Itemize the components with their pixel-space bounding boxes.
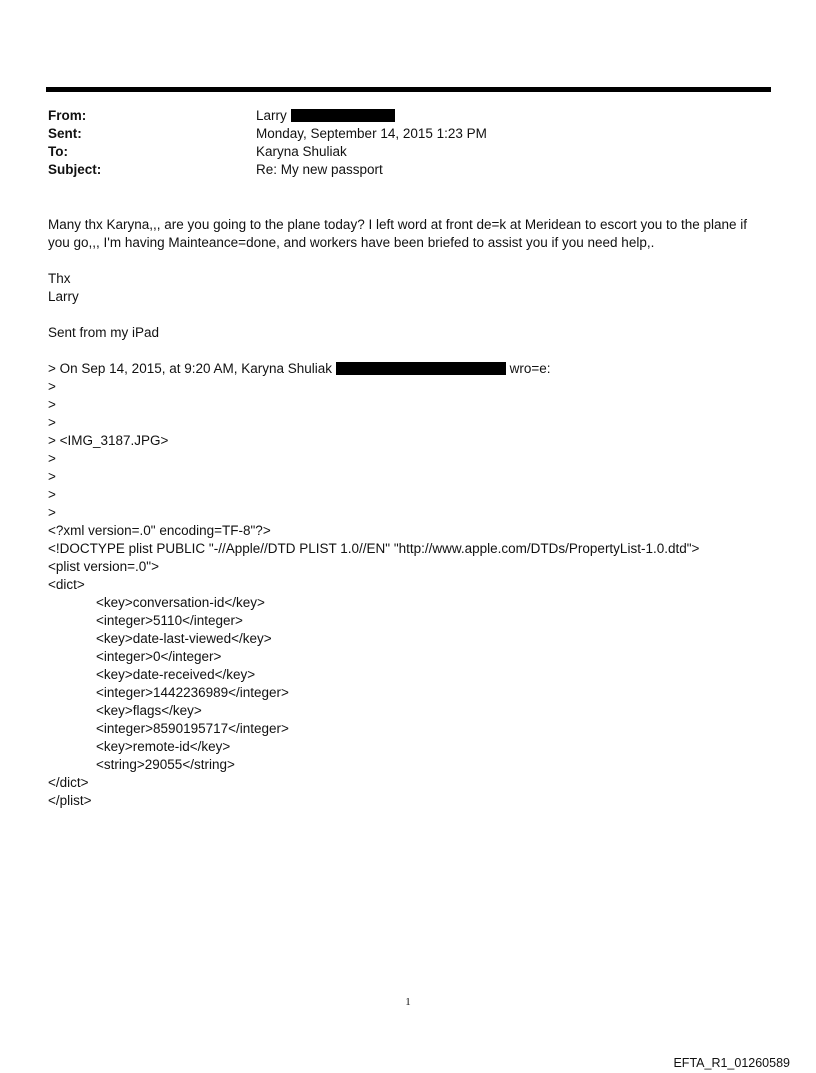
dict-entry: <integer>5110</integer> [96, 613, 243, 628]
dict-entry: <integer>1442236989</integer> [96, 685, 289, 700]
subject-value: Re: My new passport [256, 162, 383, 177]
header-rule [46, 87, 771, 92]
sent-label: Sent: [48, 126, 82, 141]
sent-value: Monday, September 14, 2015 1:23 PM [256, 126, 487, 141]
from-value: Larry [256, 107, 395, 125]
quote-line: > [48, 379, 56, 394]
quote-line: > [48, 469, 56, 484]
to-value: Karyna Shuliak [256, 144, 347, 159]
bates-number: EFTA_R1_01260589 [673, 1056, 790, 1070]
quote-line: > [48, 415, 56, 430]
dict-open: <dict> [48, 577, 85, 592]
message-paragraph: Many thx Karyna,,, are you going to the plane today? I left word at front de=k at Meridean to escort you to the plane if you go,,, I'm having Mainteance=done, and workers have been briefed to assist you if you need help,. [48, 217, 748, 250]
quote-line: > [48, 505, 56, 520]
subject-label: Subject: [48, 162, 102, 177]
email-body [48, 216, 768, 810]
attachment-line: > <IMG_3187.JPG> [48, 433, 169, 448]
dict-entry: <key>remote-id</key> [96, 739, 231, 754]
xml-declaration: <?xml version=.0" encoding=TF-8"?> [48, 523, 271, 538]
dict-entry: <key>conversation-id</key> [96, 595, 265, 610]
closing-thanks: Thx [48, 271, 71, 286]
dict-entry: <string>29055</string> [96, 757, 235, 772]
doctype-line: <!DOCTYPE plist PUBLIC "-//Apple//DTD PLIST 1.0//EN" "http://www.apple.com/DTDs/PropertyList-1.0.dtd"> [48, 541, 700, 556]
page-number: 1 [405, 996, 411, 1008]
signature: Sent from my iPad [48, 325, 160, 340]
plist-open: <plist version=.0"> [48, 559, 159, 574]
quote-line: > [48, 451, 56, 466]
from-label: From: [48, 108, 87, 123]
to-label: To: [48, 144, 68, 159]
quote-line: > [48, 397, 56, 412]
dict-entry: <key>date-last-viewed</key> [96, 631, 272, 646]
plist-close: </plist> [48, 793, 92, 808]
quote-intro: > On Sep 14, 2015, at 9:20 AM, Karyna Shuliak wro=e: [48, 361, 551, 376]
redaction-bar [336, 362, 506, 375]
dict-entry: <integer>8590195717</integer> [96, 721, 289, 736]
dict-entry: <integer>0</integer> [96, 649, 222, 664]
dict-entry: <key>flags</key> [96, 703, 202, 718]
dict-entry: <key>date-received</key> [96, 667, 256, 682]
dict-close: </dict> [48, 775, 89, 790]
closing-name: Larry [48, 289, 79, 304]
quote-line: > [48, 487, 56, 502]
redaction-bar [291, 109, 395, 122]
